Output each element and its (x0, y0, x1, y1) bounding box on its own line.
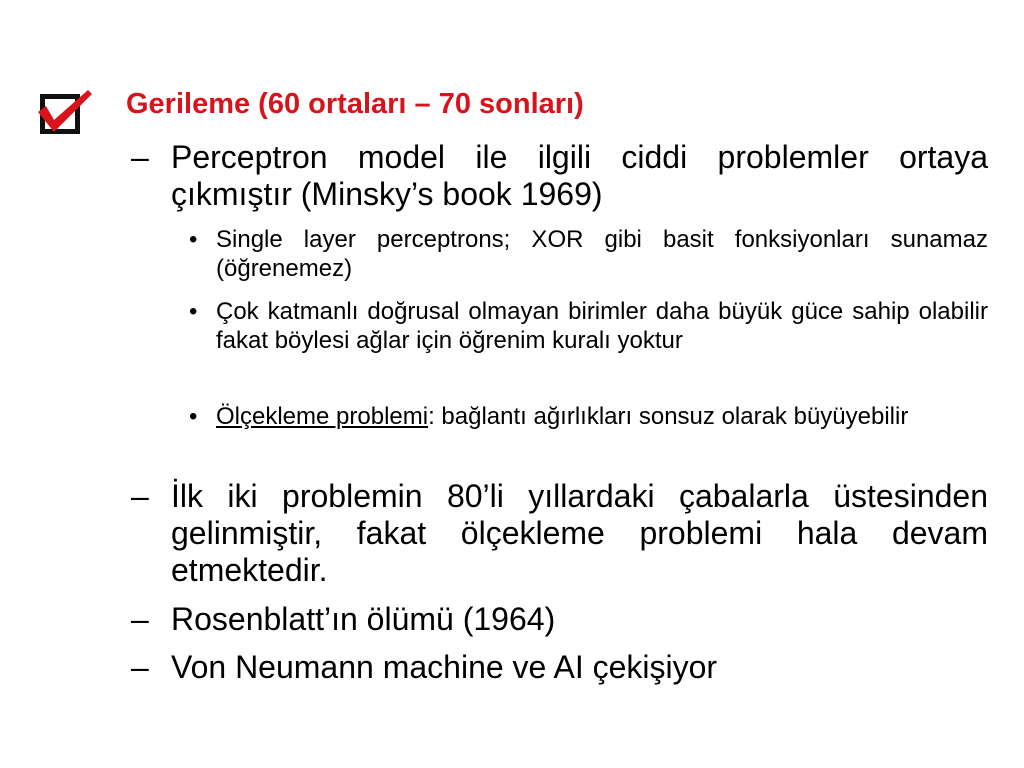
checkbox-checked-icon (36, 86, 94, 138)
list-item-text: Perceptron model ile ilgili ciddi problemler ortaya çıkmıştır (Minsky’s book 1969) (171, 139, 988, 212)
sub-list-item-text: Çok katmanlı doğrusal olmayan birimler daha büyük güce sahip olabilir fakat böylesi ağlar için öğrenim kuralı yoktur (216, 298, 988, 354)
sub-list-item (189, 297, 988, 355)
list-item (131, 601, 988, 638)
slide-heading: Gerileme (60 ortaları – 70 sonları) (126, 88, 584, 120)
dash-marker: – (131, 649, 149, 685)
list-item (131, 478, 988, 589)
bullet-marker: • (189, 403, 198, 430)
scaling-problem-term: Ölçekleme problemi (216, 403, 429, 430)
sub-list-item-text (216, 402, 988, 431)
dash-marker: – (131, 601, 149, 637)
list-item-text: İlk iki problemin 80’li yıllardaki çabalarla üstesinden gelinmiştir, fakat ölçekleme problemi hala devam etmektedir. (171, 478, 988, 588)
dash-marker: – (131, 139, 149, 175)
bullet-marker: • (189, 298, 198, 325)
bullet-marker: • (189, 226, 198, 253)
sub-list-item (189, 402, 988, 431)
sub-list-item (189, 225, 988, 283)
dash-marker: – (131, 478, 149, 514)
list-item-text: Von Neumann machine ve AI çekişiyor (171, 649, 718, 685)
list-item (131, 139, 988, 213)
scaling-problem-rest: : bağlantı ağırlıkları sonsuz olarak büyüyebilir (428, 403, 909, 430)
sub-list-item-text: Single layer perceptrons; XOR gibi basit fonksiyonları sunamaz (öğrenemez) (216, 226, 988, 282)
list-item (131, 649, 988, 686)
list-item-text: Rosenblatt’ın ölümü (1964) (171, 601, 556, 637)
